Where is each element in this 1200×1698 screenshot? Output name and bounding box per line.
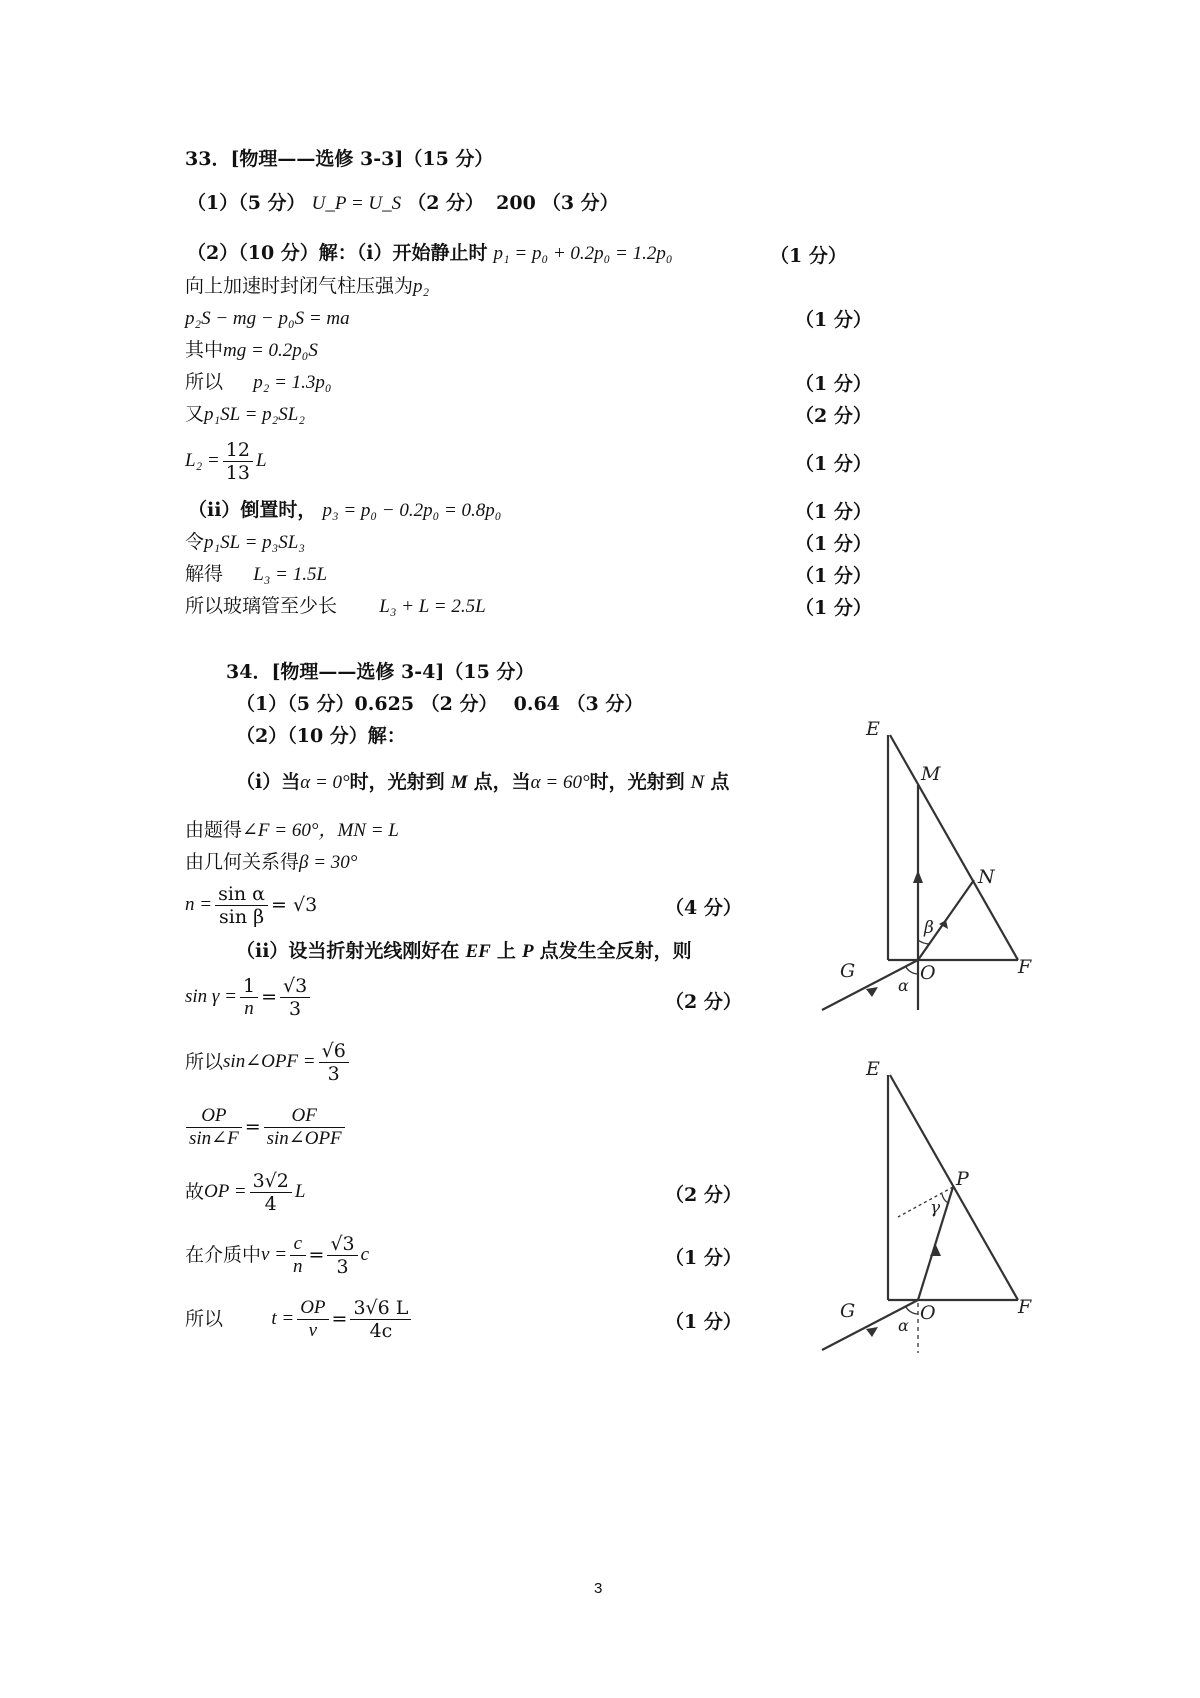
q33-part1-prefix: （1）（5 分）: [187, 192, 306, 214]
q33-line-expr: p₂S − mg − p₀S = ma: [185, 308, 350, 329]
q33-header: 33．[物理——选修 3-3]（15 分）: [185, 148, 494, 170]
q34-t-frac1: [297, 1297, 328, 1342]
fraction-denominator: 3: [327, 1062, 340, 1085]
q33-lines2-1: [185, 529, 305, 556]
q34-given-text: 由题得: [185, 819, 243, 841]
q34-sg-eq: =: [261, 986, 277, 1008]
q34-so-lhs: sin∠OPF =: [223, 1051, 316, 1072]
q33-part2-intro: [187, 240, 672, 267]
q34-v-mark: （1 分）: [665, 1247, 742, 1269]
fraction-numerator: 3√6 L: [350, 1297, 411, 1320]
q33-l2-mark: （1 分）: [795, 453, 872, 475]
q33-lines2-text: 所以玻璃管至少长: [185, 595, 338, 617]
fraction-numerator: OF: [264, 1105, 345, 1128]
arrow-up-icon: [913, 870, 923, 883]
q33-line-expr: p₂: [413, 276, 430, 297]
q34-op: [185, 1165, 305, 1219]
q34-ii-b: EF: [465, 941, 491, 962]
q34-v-frac1: [290, 1233, 306, 1278]
beta-arc: [918, 940, 930, 944]
q33-lines2-text: 令: [185, 531, 205, 553]
prism-diagram-2: [818, 1055, 1048, 1355]
q34-t-eq: =: [331, 1308, 348, 1330]
label-f: F: [1018, 956, 1032, 978]
q34-t-lhs: t =: [271, 1308, 295, 1329]
q33-part1-mark1: （2 分）: [407, 192, 485, 214]
q34-so-frac: [319, 1040, 349, 1085]
q33-line-3-mark: （1 分）: [795, 373, 872, 395]
q34-t-frac2: [350, 1297, 411, 1342]
q34-i-f: α = 60°: [530, 772, 590, 793]
fraction-denominator: 4c: [369, 1319, 393, 1342]
fraction-numerator: 3√2: [250, 1170, 292, 1193]
q33-lines2-0-mark: （1 分）: [795, 501, 872, 523]
fraction-numerator: OP: [297, 1297, 328, 1320]
label-gamma: γ: [930, 1198, 941, 1218]
label-n: N: [978, 866, 995, 888]
fraction-denominator: sin∠F: [189, 1127, 239, 1149]
q34-header: 34．[物理——选修 3-4]（15 分）: [226, 661, 535, 683]
q34-i-h: N: [690, 772, 705, 793]
fraction-denominator: 3: [289, 997, 302, 1020]
gamma-arc: [942, 1194, 948, 1203]
fraction-numerator: OP: [186, 1105, 242, 1128]
q34-op-lhs: OP =: [204, 1181, 247, 1202]
q34-ii-d: P: [521, 941, 534, 962]
fraction-denominator: sin β: [219, 905, 265, 928]
q34-n-mark: （4 分）: [665, 897, 742, 919]
label-alpha: α: [898, 976, 909, 995]
fraction-denominator: 4: [264, 1192, 277, 1215]
q33-lines2-1-mark: （1 分）: [795, 533, 872, 555]
q34-part2: （2）（10 分）解：: [236, 725, 406, 747]
q33-lines2-3-mark: （1 分）: [795, 597, 872, 619]
q34-op-rhs: L: [294, 1181, 306, 1202]
q34-v-lhs: v =: [261, 1244, 288, 1265]
q33-line-4: [185, 401, 305, 428]
q33-lines2-expr: L₃ + L = 2.5L: [379, 596, 486, 617]
fraction-denominator: v: [308, 1319, 318, 1341]
label-o: O: [920, 962, 936, 984]
q33-part2-prefix: （2）（10 分）解：（i）开始静止时: [187, 242, 488, 264]
q33-l2-lhs: L₂ =: [185, 450, 220, 471]
q34-i-i: 点: [710, 771, 730, 793]
label-f: F: [1018, 1296, 1032, 1318]
label-alpha: α: [898, 1316, 909, 1335]
q34-op-frac: [250, 1170, 292, 1215]
q34-n-equation: [185, 880, 317, 930]
prism-edge-ef: [890, 735, 1018, 960]
q34-so-text: 所以: [185, 1051, 224, 1073]
q34-t: [185, 1292, 414, 1346]
label-e: E: [866, 718, 880, 740]
q33-l2-fraction: [223, 439, 253, 484]
q34-ii-c: 上: [496, 940, 516, 962]
q33-lines2-2: [185, 561, 327, 588]
q34-i-d: M: [450, 772, 468, 793]
q33-line-expr: p₁SL = p₂SL₂: [204, 404, 305, 425]
q34-ii-a: （ii）设当折射光线刚好在: [236, 940, 460, 962]
q34-op-mark: （2 分）: [665, 1184, 742, 1206]
q34-sg-lhs: sin γ =: [185, 986, 237, 1007]
q34-i-b: α = 0°: [300, 772, 350, 793]
q34-t-text: 所以: [185, 1308, 224, 1330]
q34-v-eq: =: [308, 1244, 325, 1266]
q34-geom-text: 由几何关系得: [185, 851, 300, 873]
alpha-arc: [906, 967, 918, 974]
q33-part1-expr: U_P = U_S: [311, 193, 402, 214]
q34-n-lhs: n =: [185, 894, 213, 915]
q33-lines2-text: （ii）倒置时，: [188, 499, 317, 521]
q33-lines2-2-mark: （1 分）: [795, 565, 872, 587]
q34-sin-gamma: [185, 970, 313, 1024]
q34-n-fraction: [215, 883, 268, 928]
label-p: P: [956, 1168, 969, 1190]
q33-l2-rhs: L: [255, 450, 267, 471]
label-o: O: [920, 1302, 936, 1324]
q34-given: [185, 817, 399, 844]
label-m: M: [921, 763, 941, 785]
label-beta: β: [924, 918, 934, 938]
q34-i-line: [236, 769, 729, 796]
prism-edge-ef: [890, 1075, 1018, 1300]
q34-v-rhs: c: [360, 1244, 370, 1265]
q34-i-g: 时，光射到: [589, 771, 685, 793]
q34-ii-line: [236, 938, 692, 965]
q33-lines2-expr: p₁SL = p₃SL₃: [204, 532, 305, 553]
arrow-icon: [866, 987, 878, 997]
q33-line-1: [185, 305, 350, 332]
q33-line-expr: p₂ = 1.3p₀: [253, 372, 332, 393]
q33-part2-mark: （1 分）: [770, 245, 847, 267]
q34-i-e: 点，当: [473, 771, 531, 793]
fraction-numerator: 1: [240, 975, 258, 998]
fraction-denominator: 13: [225, 461, 250, 484]
q34-geom: [185, 849, 357, 876]
q34-ratio-eq: =: [244, 1116, 261, 1138]
fraction-numerator: √3: [327, 1233, 357, 1256]
fraction-denominator: sin∠OPF: [266, 1127, 342, 1149]
arrow-icon: [930, 1245, 941, 1256]
q34-v-text: 在介质中: [185, 1244, 262, 1266]
label-g: G: [840, 1300, 856, 1322]
q34-v-frac2: [327, 1233, 357, 1278]
fraction-denominator: 3: [336, 1255, 349, 1278]
q34-ii-e: 点发生全反射，则: [539, 940, 692, 962]
q34-n-rhs: = √3: [271, 894, 318, 916]
q33-l2-equation: [185, 436, 267, 486]
q34-op-text: 故: [185, 1181, 205, 1203]
q33-line-1-mark: （1 分）: [795, 309, 872, 331]
q34-sin-opf: [185, 1035, 352, 1089]
alpha-arc: [906, 1307, 918, 1314]
fraction-numerator: √6: [319, 1040, 349, 1063]
q33-line-2: [185, 337, 318, 364]
fraction-numerator: c: [290, 1233, 306, 1256]
q33-line-text: 所以: [185, 371, 224, 393]
label-e: E: [866, 1058, 880, 1080]
q33-lines2-3: [185, 593, 486, 620]
q34-i-a: （i）当: [236, 771, 301, 793]
prism-diagram-1: [818, 715, 1048, 1015]
q33-part1-answer2: 200: [496, 192, 536, 214]
q34-sg-frac1: [240, 975, 258, 1020]
fraction-numerator: √3: [280, 975, 310, 998]
q33-lines2-0: [188, 497, 501, 524]
page-number: 3: [594, 1580, 603, 1597]
label-g: G: [840, 960, 856, 982]
fraction-denominator: n: [244, 997, 254, 1019]
q33-line-text: 其中: [185, 339, 224, 361]
fraction-denominator: n: [293, 1255, 303, 1277]
q33-line-0: [185, 273, 429, 300]
fraction-numerator: 12: [223, 439, 253, 462]
arrow-icon: [866, 1327, 878, 1337]
q34-ratio: [183, 1100, 348, 1154]
q34-t-mark: （1 分）: [665, 1311, 742, 1333]
q33-lines2-expr: p₃ = p₀ − 0.2p₀ = 0.8p₀: [322, 500, 502, 521]
q33-part2-expr: p₁ = p₀ + 0.2p₀ = 1.2p₀: [493, 243, 673, 264]
q33-line-4-mark: （2 分）: [795, 405, 872, 427]
q33-lines2-expr: L₃ = 1.5L: [253, 564, 328, 585]
q34-sg-frac2: [280, 975, 310, 1020]
q33-line-text: 向上加速时封闭气柱压强为: [185, 275, 414, 297]
q34-i-c: 时，光射到: [349, 771, 445, 793]
q33-lines2-text: 解得: [185, 563, 224, 585]
q34-geom-expr: β = 30°: [299, 852, 358, 873]
q33-line-expr: mg = 0.2p₀S: [223, 340, 318, 361]
q33-part1: [187, 190, 619, 217]
q34-given-expr: ∠F = 60°，MN = L: [242, 820, 399, 841]
fraction-numerator: sin α: [215, 883, 268, 906]
q34-ratio-frac2: [264, 1105, 345, 1150]
q34-sg-mark: （2 分）: [665, 991, 742, 1013]
q34-v: [185, 1228, 369, 1282]
q33-part1-mark2: （3 分）: [541, 192, 619, 214]
q33-line-text: 又: [185, 403, 205, 425]
q33-line-3: [185, 369, 332, 396]
q34-ratio-frac1: [186, 1105, 242, 1150]
q34-part1: （1）（5 分）0.625 （2 分） 0.64 （3 分）: [236, 693, 644, 715]
